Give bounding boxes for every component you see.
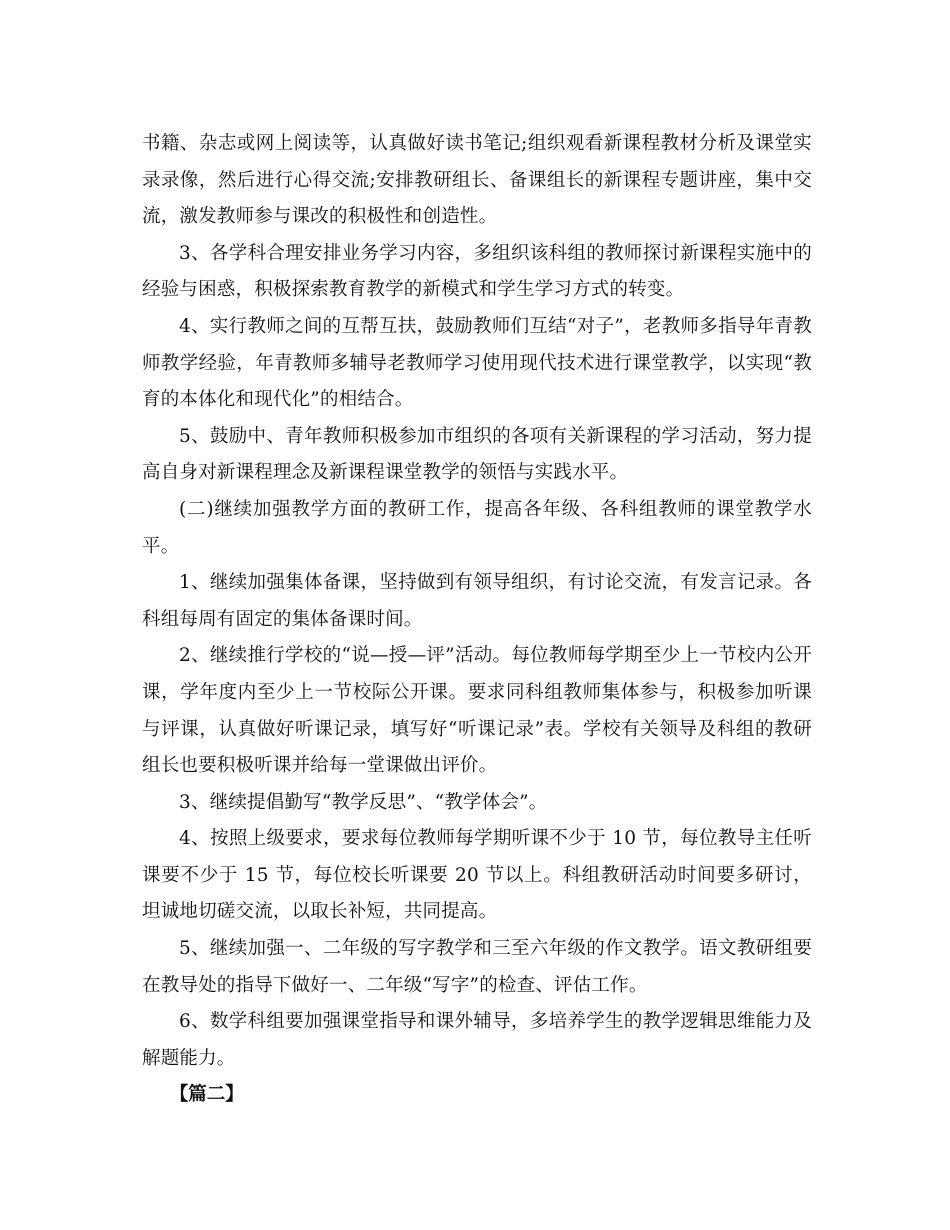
paragraph-4: 5、鼓励中、青年教师积极参加市组织的各项有关新课程的学习活动，努力提高自身对新课程理念及新课程课堂教学的领悟与实践水平。 — [142, 425, 812, 484]
paragraph-2: 3、各学科合理安排业务学习内容，多组织该科组的教师探讨新课程实施中的经验与困惑，积极探索教育教学的新模式和学生学习方式的转变。 — [142, 242, 812, 301]
paragraph-5: (二)继续加强教学方面的教研工作，提高各年级、各科组教师的课堂教学水平。 — [142, 498, 812, 557]
paragraph-11: 6、数学科组要加强课堂指导和课外辅导，多培养学生的教学逻辑思维能力及解题能力。 — [142, 1011, 812, 1069]
paragraph-9: 4、按照上级要求，要求每位教师每学期听课不少于 10 节，每位教导主任听课要不少于 15 节，每位校长听课要 20 节以上。科组教研活动时间要多研讨，坦诚地切磋交流，以取长补短，共同提高。 — [142, 828, 812, 923]
paragraph-1: 书籍、杂志或网上阅读等，认真做好读书笔记;组织观看新课程教材分析及课堂实录录像，然后进行心得交流;安排教研组长、备课组长的新课程专题讲座，集中交流，激发教师参与课改的积极性和创造性。 — [142, 133, 812, 228]
paragraph-10: 5、继续加强一、二年级的写字教学和三至六年级的作文教学。语文教研组要在教导处的指导下做好一、二年级“写字”的检查、评估工作。 — [142, 938, 812, 996]
document-body — [142, 126, 812, 1114]
paragraph-6: 1、继续加强集体备课，坚持做到有领导组织，有讨论交流，有发言记录。各科组每周有固定的集体备课时间。 — [142, 572, 812, 630]
paragraph-7: 2、继续推行学校的“说—授—评”活动。每位教师每学期至少上一节校内公开课，学年度内至少上一节校际公开课。要求同科组教师集体参与，积极参加听课与评课，认真做好听课记录，填写好“听课记录”表。学校有关领导及科组的教研组长也要积极听课并给每一堂课做出评价。 — [142, 645, 812, 777]
section-heading: 【篇二】 — [169, 1084, 244, 1106]
paragraph-3: 4、实行教师之间的互帮互扶，鼓励教师们互结“对子”，老教师多指导年青教师教学经验，年青教师多辅导老教师学习使用现代技术进行课堂教学，以实现“教育的本体化和现代化”的相结合。 — [142, 315, 812, 411]
paragraph-8: 3、继续提倡勤写“教学反思”、“教学体会”。 — [179, 791, 548, 813]
